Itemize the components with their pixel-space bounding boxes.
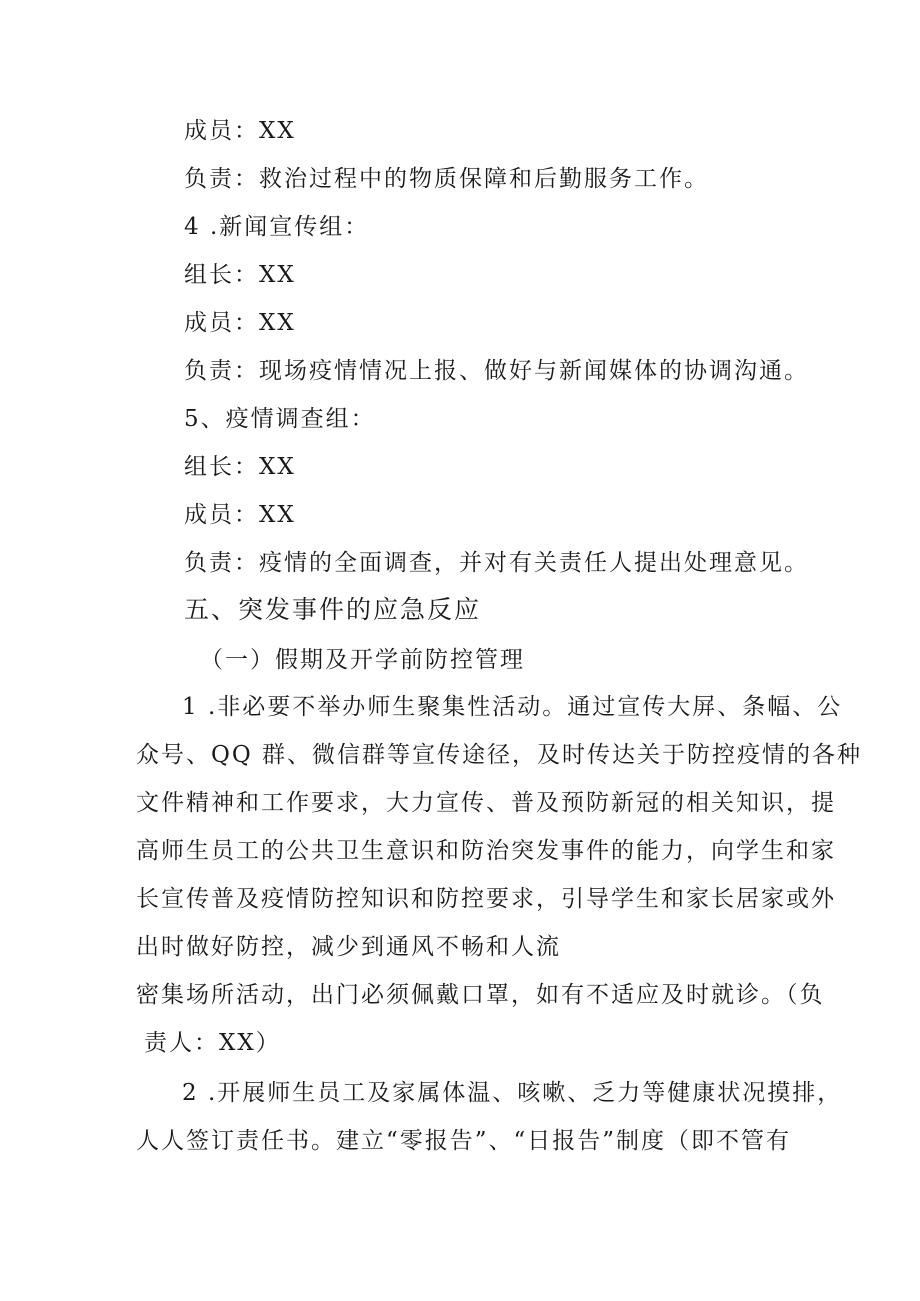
item1-line: 长宣传普及疫情防控知识和防控要求，引导学生和家长居家或外 — [136, 886, 836, 912]
item2-line: 2 .开展师生员工及家属体温、咳嗽、乏力等健康状况摸排， — [182, 1080, 843, 1106]
group5-duty-line: 负责：疫情的全面调查，并对有关责任人提出处理意见。 — [184, 550, 809, 576]
group4-leader-line: 组长：XX — [184, 262, 296, 288]
item1-line: 1 .非必要不举办师生聚集性活动。通过宣传大屏、条幅、公 — [182, 694, 843, 720]
item1-line: 高师生员工的公共卫生意识和防治突发事件的能力，向学生和家 — [136, 838, 836, 864]
section-heading: 五、突发事件的应急反应 — [184, 595, 482, 624]
item2-line: 人人签订责任书。建立“零报告”、“日报告”制度（即不管有 — [136, 1128, 792, 1154]
group4-title: 4 .新闻宣传组： — [184, 214, 370, 240]
group5-title: 5、疫情调查组： — [184, 406, 376, 432]
group4-duty-line: 负责：现场疫情情况上报、做好与新闻媒体的协调沟通。 — [184, 358, 809, 384]
group5-member-line: 成员：XX — [184, 502, 296, 528]
item1-line: 众号、QQ 群、微信群等宣传途径，及时传达关于防控疫情的各种 — [136, 742, 863, 768]
group3-member-line: 成员：XX — [184, 118, 296, 144]
group5-leader-line: 组长：XX — [184, 454, 296, 480]
item1-line: 出时做好防控，减少到通风不畅和人流 — [136, 934, 561, 960]
item1-line: 责人：XX） — [144, 1030, 281, 1056]
item1-line: 密集场所活动，出门必须佩戴口罩，如有不适应及时就诊。（负 — [136, 982, 825, 1008]
subsection-heading: （一）假期及开学前防控管理 — [200, 647, 525, 673]
group4-member-line: 成员：XX — [184, 310, 296, 336]
group3-duty-line: 负责：救治过程中的物质保障和后勤服务工作。 — [184, 166, 709, 192]
item1-line: 文件精神和工作要求，大力宣传、普及预防新冠的相关知识，提 — [136, 790, 836, 816]
